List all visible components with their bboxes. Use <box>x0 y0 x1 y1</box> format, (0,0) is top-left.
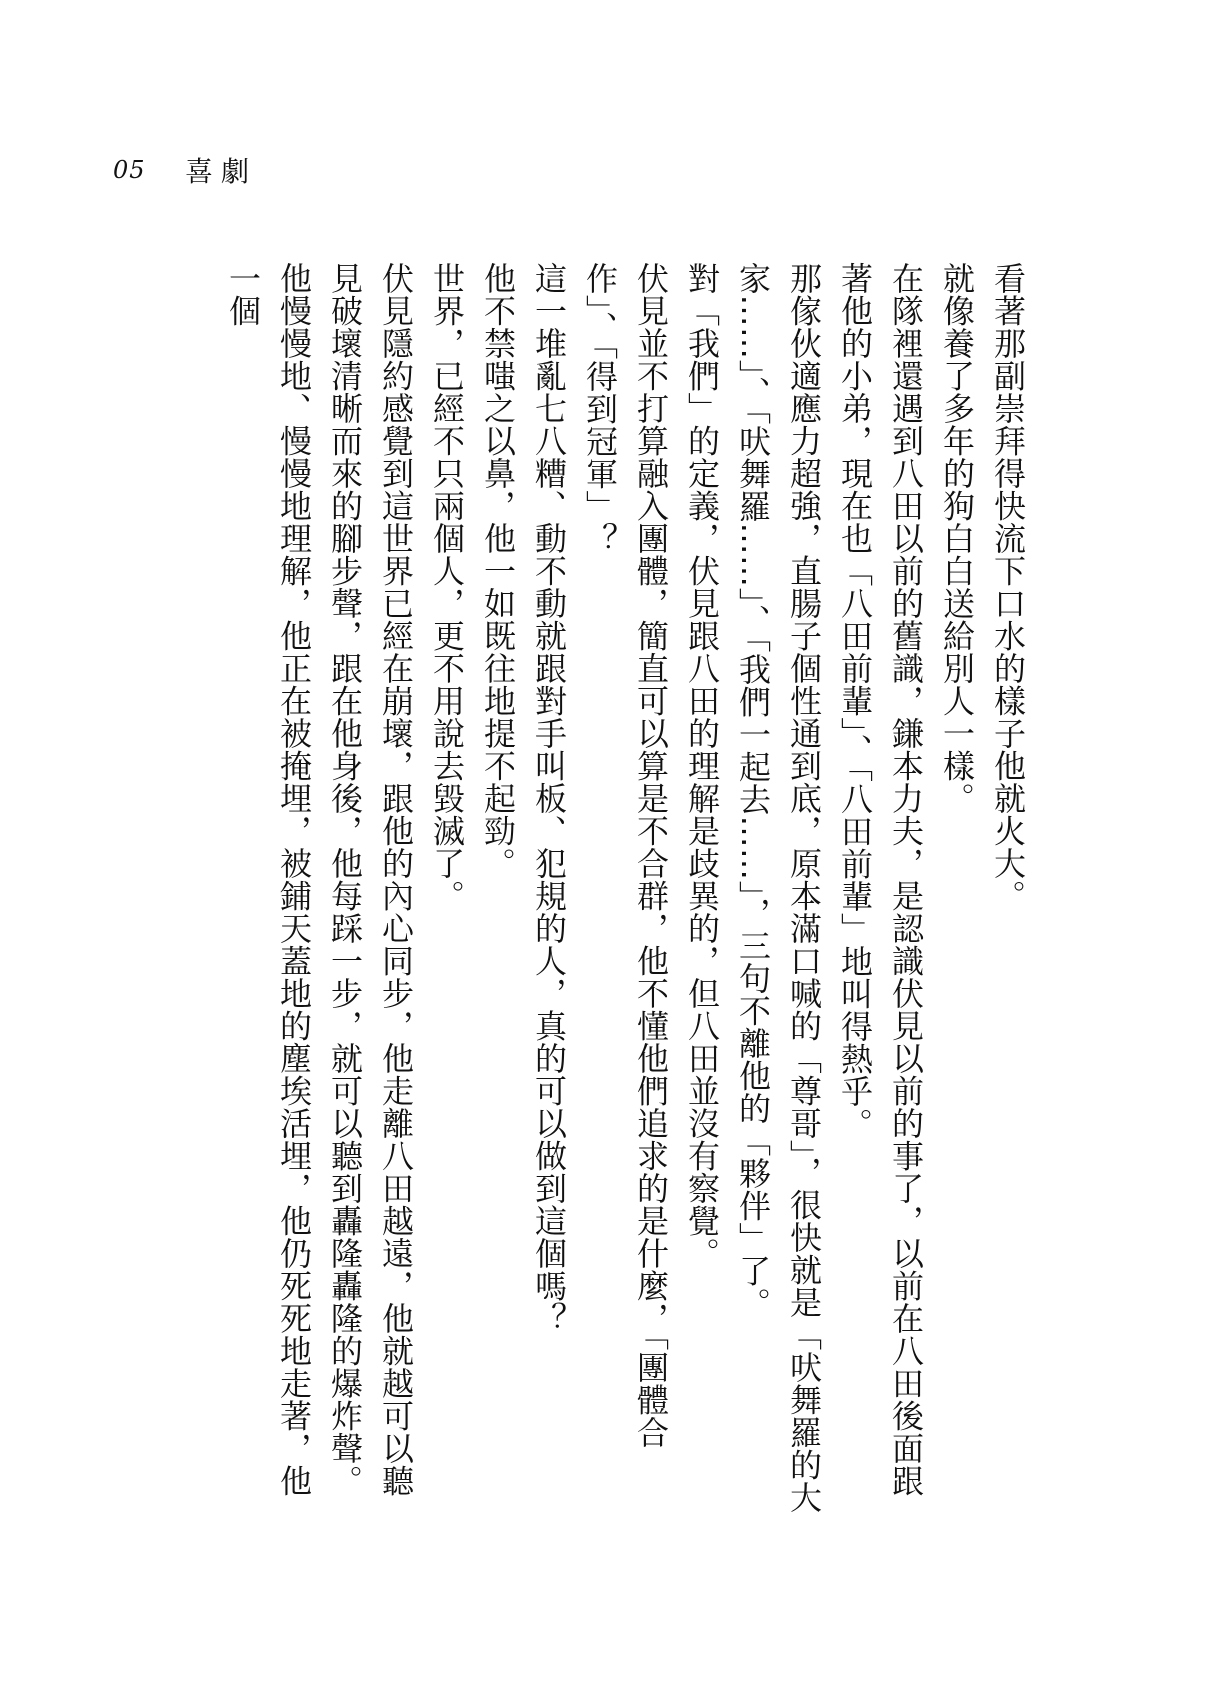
paragraph: 伏見隱約感覺到這世界已經在崩壞，跟他的內心同步，他走離八田越遠，他就越可以聽見破壞清晰而來的腳步聲，跟在他身後，他每踩一步，就可以聽到轟隆轟隆的爆炸聲。 <box>326 262 415 1497</box>
paragraph: 這一堆亂七八糟、動不動就跟對手叫板、犯規的人，真的可以做到這個嗎？ <box>530 262 568 1335</box>
paragraph: 世界，已經不只兩個人，更不用說去毀滅了。 <box>428 262 466 912</box>
paragraph: 他不禁嗤之以鼻，他一如既往地提不起勁。 <box>479 262 517 880</box>
paragraph: 對「我們」的定義，伏見跟八田的理解是歧異的，但八田並沒有察覺。 <box>683 262 721 1270</box>
page-header <box>113 150 257 190</box>
page-number: 05 <box>113 156 146 184</box>
paragraph: 伏見並不打算融入團體，簡直可以算是不合群，他不懂他們追求的是什麼，「團體合作」、「得到冠軍」？ <box>581 262 670 1449</box>
paragraph: 在隊裡還遇到八田以前的舊識，鎌本力夫，是認識伏見以前的事了，以前在八田後面跟著他的小弟，現在也「八田前輩」、「八田前輩」地叫得熱乎。 <box>836 262 925 1497</box>
vertical-text-body <box>213 262 1033 1522</box>
chapter-title: 喜劇 <box>185 155 258 188</box>
paragraph: 就像養了多年的狗白白送給別人一樣。 <box>938 262 976 815</box>
paragraph: 看著那副崇拜得快流下口水的樣子他就火大。 <box>989 262 1027 912</box>
paragraph: 那傢伙適應力超強，直腸子個性通到底，原本滿口喊的「尊哥」，很快就是「吠舞羅的大家……」、「吠舞羅……」、「我們一起去……」，三句不離他的「夥伴」了。 <box>734 262 823 1514</box>
paragraph: 他慢慢地、慢慢地理解，他正在被掩埋，被鋪天蓋地的塵埃活埋，他仍死死地走著，他一個 <box>224 262 313 1497</box>
